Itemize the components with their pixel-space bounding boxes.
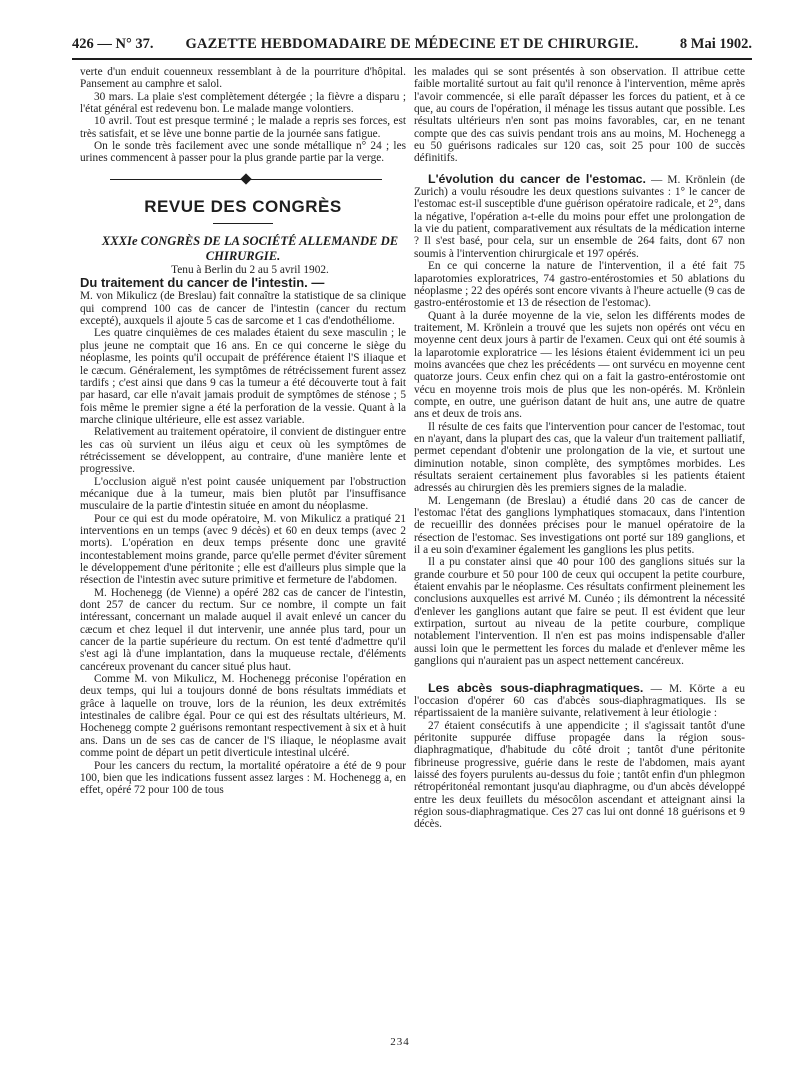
paragraph: Quant à la durée moyenne de la vie, selon les différents modes de traitement, M. Krönlein a trouvé que les sujets non opérés ont vécu en moyenne cent deux jours à partir de l'examen. Ceux qui ont été soumis à la laparotomie exploratrice — les lésions étaient évidemment ici un peu moins avancées que chez les précédents — ont survécu en moyenne cent quatorze jours. Ceux enfin chez qui on a fait la gastro-entérostomie ont vécu en moyenne trois mois de plus que les non-opérés. M. Krönlein compte, en outre, une guérison datant de huit ans, une autre de quatre ans et deux de trois ans. <box>414 309 745 421</box>
case-continuation: verte d'un enduit couenneux ressemblant à de la pourriture d'hôpital. Pansement au camphre et salol. <box>80 66 406 91</box>
paragraph: Pour ce qui est du mode opératoire, M. von Mikulicz a pratiqué 21 interventions en un temps (avec 9 décès) et 60 en deux temps (avec 2 morts). L'opération en deux temps présente donc une gravité incontestablement moins grande, parce qu'elle permet d'éviter sûrement le développement d'une péritonite ; elle est d'ailleurs plus simple que la résection de l'intestin avec suture primitive et fermeture de l'abdomen. <box>80 512 406 587</box>
paragraph-text: — M. Körte a eu l'occasion d'opérer 60 cas d'abcès sous-diaphragmatiques. Ils se répartissaient de la manière suivante, relativement à leur étiologie : <box>414 682 745 720</box>
paragraph: L'occlusion aiguë n'est point causée uniquement par l'obstruction mécanique due à la tumeur, mais bien plutôt par l'insuffisance musculaire de la partie d'intestin située en amont du néoplasme. <box>80 475 406 513</box>
section-title: REVUE DES CONGRÈS <box>144 196 342 216</box>
congress-title: XXXIe CONGRÈS DE LA SOCIÉTÉ ALLEMANDE DE CHIRURGIE. <box>101 234 399 264</box>
paragraph: 27 étaient consécutifs à une appendicite ; il s'agissait tantôt d'une péritonite suppurée diffuse propagée dans la région sous-diaphragmatique, d'habitude du côté droit ; tantôt d'une péritonite fibrineuse progressive, guérie dans le reste de l'abdomen, mais ayant laissé des foyers purulents au-dessus du foie ; tantôt enfin d'un phlegmon rétropéritonéal remontant jusqu'au diaphragme, ou d'un abcès développé entre les deux feuillets du mésocôlon ascendant et atteignant ainsi la région sous-diaphragmatique. Ces 27 cas lui ont donné 18 guérisons et 9 décès. <box>414 719 745 831</box>
paragraph: M. Hochenegg (de Vienne) a opéré 282 cas de cancer de l'intestin, dont 257 de cancer du rectum. Sur ce nombre, il compte un fait intéressant, concernant un malade auquel il avait enlevé un cancer du cæcum et chez lequel il dut intervenir, une année plus tard, pour un cancer de la partie supérieure du rectum. On est tenté d'admettre qu'il s'est agi là d'une implantation, dans la muqueuse rectale, d'éléments cancéreux provenant du cancer situé plus haut. <box>80 586 406 673</box>
paragraph: les malades qui se sont présentés à son observation. Il attribue cette faible mortalité surtout au fait qu'il renonce à l'intervention, même après l'avoir commencée, si elle paraît dépasser les forces du patient, et à ce que, au cours de l'opération, il ménage les tissus autant que possible. Les résultats ultérieurs n'en sont pas moins favorables, car, en ne tenant compte que des cas suivis pendant trois ans au moins, M. Hochenegg a eu 50 guérisons radicales sur 120 cas, soit 25 pour 100 de succès définitifs. <box>414 66 745 165</box>
right-column <box>414 66 745 831</box>
page-number-issue: 426 — N° 37. <box>72 36 154 52</box>
paragraph: M. Lengemann (de Breslau) a étudié dans 20 cas de cancer de l'estomac l'état des ganglions lymphatiques stomacaux, dans l'intention de recueillir des données précises pour le manuel opératoire de la résection de l'estomac. Ses investigations ont porté sur 189 ganglions, et il a eu soin d'examiner également les ganglions les plus petits. <box>414 494 745 557</box>
article-heading-intestine: Du traitement du cancer de l'intestin. — <box>80 275 325 291</box>
article-abscess-intro <box>414 682 745 720</box>
running-header <box>72 36 752 58</box>
paragraph: Il résulte de ces faits que l'intervention pour cancer de l'estomac, tout en n'ayant, dans la plupart des cas, que la valeur d'un traitement palliatif, permet cependant d'obtenir une prolongation de la vie, et surtout une diminution notable, sinon complète, des symptômes morbides. Les résultats seraient certainement plus favorables si les patients étaient adressés au chirurgien dès les premiers signes de la maladie. <box>414 420 745 495</box>
congress-dates: Tenu à Berlin du 2 au 5 avril 1902. <box>171 264 329 277</box>
folio-number: 234 <box>390 1036 410 1048</box>
paragraph: M. von Mikulicz (de Breslau) fait connaître la statistique de sa clinique qui comprend 100 cas de cancer de l'intestin (cancer du rectum excepté), auxquels il ajoute 5 cas de sarcome et 1 cas d'endothéliome. <box>80 290 406 328</box>
paragraph: Comme M. von Mikulicz, M. Hochenegg préconise l'opération en deux temps, qui lui a toujours donné de bons résultats immédiats et grâce à laquelle on trouve, lors de la réunion, les deux extrémités intestinales de calibre égal. Pour ce qui est des résultats ultérieurs, M. Hochenegg compte 2 guérisons remontant respectivement à six et à huit ans. Dans un de ses cas de cancer de l'S iliaque, le néoplasme avait comme point de départ un petit diverticule intestinal ulcéré. <box>80 673 406 760</box>
issue-date: 8 Mai 1902. <box>679 36 752 52</box>
case-entry-april-10: 10 avril. Tout est presque terminé ; le malade a repris ses forces, est très satisfait, et se lève une bonne partie de la journée sans fatigue. <box>80 115 406 140</box>
article-heading-stomach: L'évolution du cancer de l'estomac. <box>428 171 646 186</box>
paragraph: Les quatre cinquièmes de ces malades étaient du sexe masculin ; le plus jeune ne comptait que 16 ans. En ce qui concerne le siège du néoplasme, les points qu'il occupait de préférence étaient l'S iliaque et le cæcum. Généralement, les symptômes de rétrécissement furent assez tardifs ; c'est ainsi que dans 9 cas la tumeur a été découverte tout à fait par hasard, car elle n'avait jamais produit de symptômes de sténose ; 5 fois même le premier signe a été la perforation de la vessie. Quant à la marche clinique ultérieure, elle est assez variable. <box>80 327 406 426</box>
article-heading-abscess: Les abcès sous-diaphragmatiques. <box>428 680 644 695</box>
paragraph-text: — M. Krönlein (de Zurich) a voulu résoudre les deux questions suivantes : 1° le cancer de l'estomac est-il susceptible d'une guérison opératoire radicale, et 2°, dans la négative, l'opération a-t-elle du moins pour effet une prolongation de la vie du patient, comparativement aux résultats de la médication interne ? Il s'est basé, pour cela, sur un ensemble de 264 faits, dont 67 non soumis à l'intervention chirurgicale et 197 opérés. <box>414 173 745 260</box>
journal-title: GAZETTE HEBDOMADAIRE DE MÉDECINE ET DE CHIRURGIE. <box>185 36 639 52</box>
paragraph: En ce qui concerne la nature de l'intervention, il a été fait 75 laparotomies exploratrices, 74 gastro-entérostomies et 50 ablations du néoplasme ; 22 des opérés sont encore vivants à l'heure actuelle (9 cas de gastro-entérostomie et 13 de résection de l'estomac). <box>414 260 745 310</box>
header-rule <box>72 58 752 60</box>
ornamental-divider <box>110 173 382 187</box>
paragraph: Relativement au traitement opératoire, il convient de distinguer entre les cas où survient un iléus aigu et ceux où les symptômes de rétrécissement se développent, au contraire, d'une manière lente et progressive. <box>80 426 406 476</box>
paragraph: Il a pu constater ainsi que 40 pour 100 des ganglions situés sur la grande courbure et 50 pour 100 de ceux qui occupent la petite courbure, étaient envahis par le néoplasme. Ces résultats confirment pleinement les conclusions auxquelles est arrivé M. Cunéo ; ils démontrent la nécessité d'enlever les ganglions autant que faire se peut. Il est évident que leur extirpation, surtout au niveau de la petite courbure, complique notablement l'intervention. Il n'en est pas moins indispensable d'aller aussi loin que le permettent les forces du malade et d'enlever même les ganglions qui n'auraient pas un aspect nettement cancéreux. <box>414 556 745 668</box>
case-entry-sonde: On le sonde très facilement avec une sonde métallique n° 24 ; les urines commencent à passer pour la plus grande partie par la verge. <box>80 140 406 165</box>
paragraph: Pour les cancers du rectum, la mortalité opératoire a été de 9 pour 100, bien que les indications fussent assez larges : M. Hochenegg a, en effet, opéré 72 pour 100 de tous <box>80 759 406 797</box>
short-rule <box>213 223 273 224</box>
article-stomach-intro <box>414 173 745 260</box>
diamond-ornament-icon <box>240 173 251 184</box>
left-column <box>80 66 406 797</box>
case-entry-march-30: 30 mars. La plaie s'est complètement détergée ; la fièvre a disparu ; l'état général est redevenu bon. Le malade mange volontiers. <box>80 90 406 116</box>
spacer <box>414 668 745 682</box>
